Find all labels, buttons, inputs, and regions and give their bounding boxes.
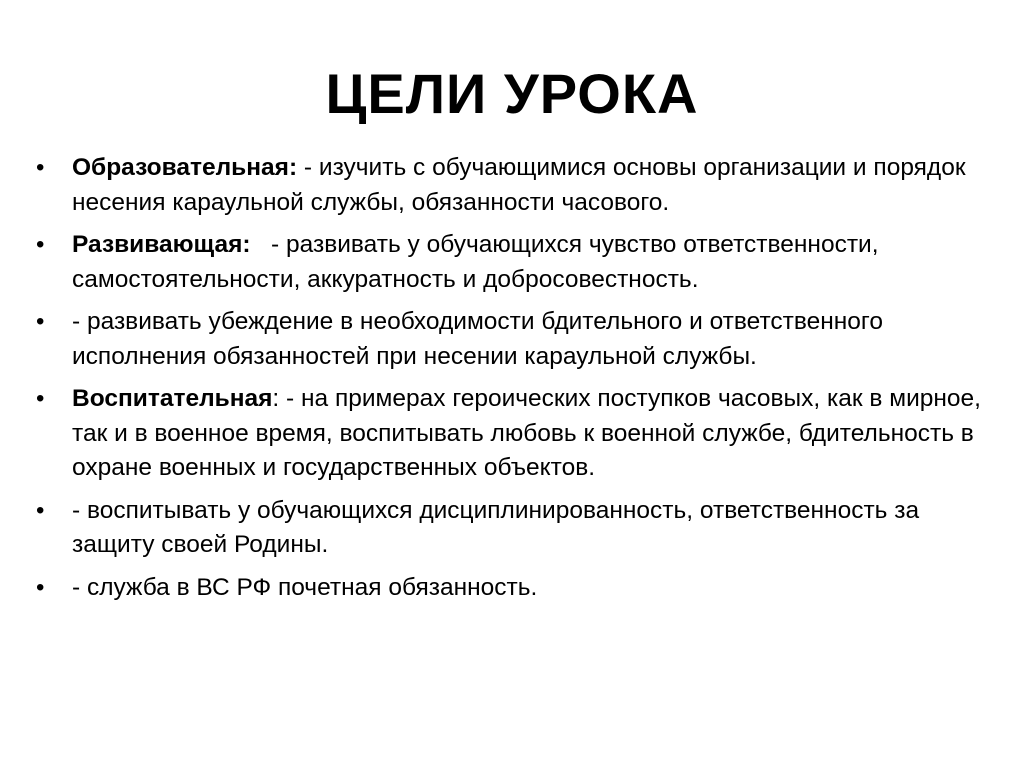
item-text: - изучить с обучающимися основы организации и порядок несения караульной службы, обязанности часового. [72, 154, 966, 216]
item-heading: Образовательная: [72, 154, 298, 181]
list-item [36, 571, 996, 606]
item-text: - развивать у обучающихся чувство ответственности, самостоятельности, аккуратность и добросовестность. [72, 231, 886, 293]
list-item [36, 151, 996, 220]
bullet-icon: • [36, 231, 45, 258]
bullet-icon: • [36, 385, 45, 412]
item-text: - служба в ВС РФ почетная обязанность. [72, 573, 538, 601]
item-text: - воспитывать у обучающихся дисциплинированность, ответственность за защиту своей Родины. [72, 496, 920, 558]
list-item [36, 228, 996, 297]
list-item [36, 382, 996, 486]
bullet-icon: • [36, 154, 45, 181]
item-heading: Развивающая: [72, 231, 251, 258]
item-heading: Воспитательная [72, 385, 273, 412]
bullet-icon: • [36, 573, 45, 601]
item-text: - развивать убеждение в необходимости бдительного и ответственного исполнения обязанностей при несении караульной службы. [72, 308, 883, 370]
goals-list [36, 151, 996, 613]
item-heading-tail: : [272, 385, 280, 412]
list-item [36, 305, 996, 374]
bullet-icon: • [36, 496, 45, 524]
slide-title: ЦЕЛИ УРОКА [325, 62, 699, 125]
bullet-icon: • [36, 308, 45, 335]
item-text: - на примерах героических поступков часовых, как в мирное, так и в военное время, воспитывать любовь к военной службе, бдительность в охране военных и государственных объектов. [72, 385, 981, 481]
list-item [36, 494, 996, 563]
